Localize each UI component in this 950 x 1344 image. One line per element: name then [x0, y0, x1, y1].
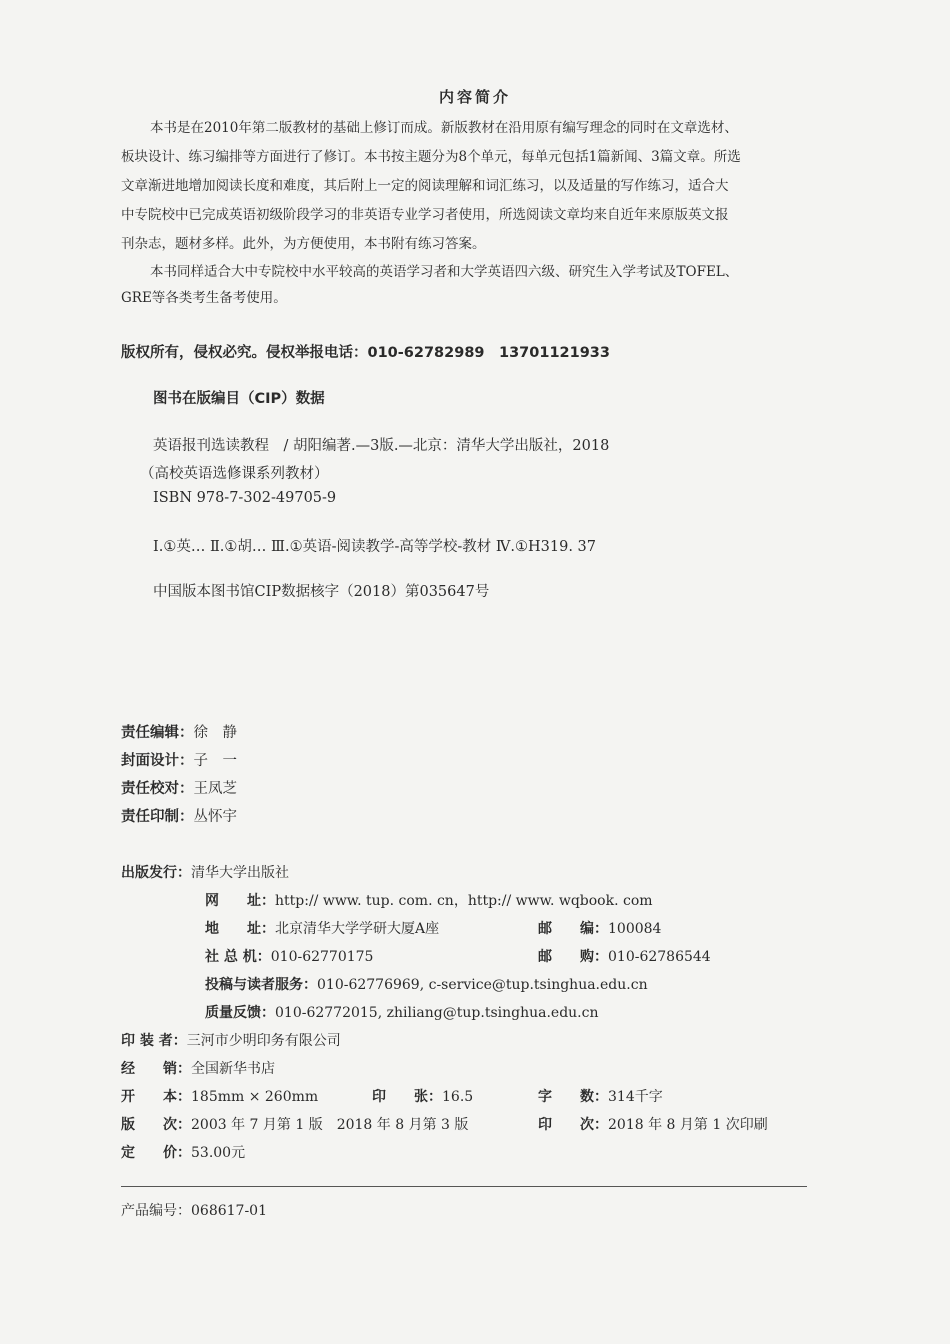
- format-label: 开 本：: [121, 1089, 191, 1105]
- divider-line: [121, 1186, 807, 1187]
- format-row: [121, 1086, 318, 1106]
- intro-line-5: 刊杂志，题材多样。此外，为方便使用，本书附有练习答案。: [121, 236, 486, 252]
- printing-row: [538, 1114, 768, 1134]
- staff-cover-value: 子 一: [193, 753, 237, 769]
- staff-editor-value: 徐 静: [193, 725, 237, 741]
- cip-heading: 图书在版编目（CIP）数据: [153, 391, 325, 407]
- publisher-phone-label: 社 总 机：: [205, 949, 271, 965]
- publisher-phone-row: [205, 946, 373, 966]
- staff-proofreader: [121, 777, 237, 798]
- cip-line-1: 英语报刊选读教程 / 胡阳编著.—3版.—北京：清华大学出版社，2018: [153, 438, 610, 454]
- publisher-address-label: 地 址：: [205, 921, 275, 937]
- words-label: 字 数：: [538, 1089, 608, 1105]
- cip-line-3: ISBN 978-7-302-49705-9: [153, 490, 337, 506]
- intro-line-4: 中专院校中已完成英语初级阶段学习的非英语专业学习者使用，所选阅读文章均来自近年来原版英文报: [121, 207, 729, 223]
- publisher-mailorder-value: 010-62786544: [608, 949, 711, 965]
- publisher-row: [121, 862, 289, 882]
- edition-row: [121, 1114, 468, 1134]
- cip-line-2: （高校英语选修课系列教材）: [140, 466, 329, 482]
- distributor-label: 经 销：: [121, 1061, 191, 1077]
- publisher-web-value: http:// www. tup. com. cn，http:// www. wqbook. com: [275, 893, 653, 909]
- format-value: 185mm × 260mm: [191, 1089, 319, 1105]
- staff-proofreader-label: 责任校对：: [121, 781, 194, 797]
- staff-editor-label: 责任编辑：: [121, 725, 194, 741]
- intro-line-1: 本书是在2010年第二版教材的基础上修订而成。新版教材在沿用原有编写理念的同时在文章选材、: [150, 120, 738, 136]
- cip-line-5: 中国版本图书馆CIP数据核字（2018）第035647号: [153, 584, 490, 600]
- publisher-quality-row: [205, 1002, 598, 1022]
- sheets-value: 16.5: [442, 1089, 474, 1105]
- price-label: 定 价：: [121, 1145, 191, 1161]
- price-value: 53.00元: [191, 1145, 246, 1161]
- publisher-zip-row: [538, 918, 661, 938]
- printer-row: [121, 1030, 341, 1050]
- intro-line-3: 文章渐进地增加阅读长度和难度，其后附上一定的阅读理解和词汇练习，以及适量的写作练习，适合大: [121, 178, 729, 194]
- publisher-service-value: 010-62776969, c-service@tup.tsinghua.edu.cn: [317, 977, 648, 993]
- publisher-quality-label: 质量反馈：: [205, 1005, 275, 1021]
- printing-value: 2018 年 8 月第 1 次印刷: [608, 1117, 768, 1133]
- printing-label: 印 次：: [538, 1117, 608, 1133]
- publisher-web-label: 网 址：: [205, 893, 275, 909]
- intro-line-6: 本书同样适合大中专院校中水平较高的英语学习者和大学英语四六级、研究生入学考试及TOFEL、: [150, 264, 739, 280]
- publisher-mailorder-row: [538, 946, 711, 966]
- distributor-row: [121, 1058, 275, 1078]
- publisher-quality-value: 010-62772015, zhiliang@tup.tsinghua.edu.cn: [275, 1005, 599, 1021]
- cip-line-4: Ⅰ.①英… Ⅱ.①胡… Ⅲ.①英语-阅读教学-高等学校-教材 Ⅳ.①H319. 37: [153, 539, 596, 555]
- publisher-address-row: [205, 918, 439, 938]
- intro-line-7: GRE等各类考生备考使用。: [121, 290, 287, 306]
- staff-editor: [121, 721, 237, 742]
- sheets-row: [372, 1086, 473, 1106]
- staff-cover: [121, 749, 237, 770]
- publisher-mailorder-label: 邮 购：: [538, 949, 608, 965]
- staff-cover-label: 封面设计：: [121, 753, 194, 769]
- publisher-address-value: 北京清华大学学研大厦A座: [275, 921, 440, 937]
- staff-printing-value: 丛怀宇: [193, 809, 237, 825]
- publisher-web-row: [205, 890, 653, 910]
- staff-proofreader-value: 王凤芝: [193, 781, 237, 797]
- price-row: [121, 1142, 245, 1162]
- copyright-notice: 版权所有，侵权必究。侵权举报电话：010-62782989 13701121933: [121, 345, 610, 361]
- intro-line-2: 板块设计、练习编排等方面进行了修订。本书按主题分为8个单元，每单元包括1篇新闻、3篇文章。所选: [121, 149, 741, 165]
- edition-label: 版 次：: [121, 1117, 191, 1133]
- words-row: [538, 1086, 663, 1106]
- printer-value: 三河市少明印务有限公司: [186, 1033, 341, 1049]
- product-code: 产品编号：068617-01: [121, 1203, 267, 1219]
- words-value: 314千字: [608, 1089, 663, 1105]
- publisher-phone-value: 010-62770175: [270, 949, 374, 965]
- publisher-value: 清华大学出版社: [191, 865, 289, 881]
- publisher-service-label: 投稿与读者服务：: [205, 977, 317, 993]
- intro-title: 内容简介: [438, 88, 511, 106]
- staff-printing-label: 责任印制：: [121, 809, 194, 825]
- publisher-label: 出版发行：: [121, 865, 191, 881]
- sheets-label: 印 张：: [372, 1089, 442, 1105]
- publisher-service-row: [205, 974, 648, 994]
- printer-label: 印 装 者：: [121, 1033, 187, 1049]
- publisher-zip-value: 100084: [608, 921, 662, 937]
- publisher-zip-label: 邮 编：: [538, 921, 608, 937]
- staff-printing: [121, 805, 237, 826]
- edition-value: 2003 年 7 月第 1 版 2018 年 8 月第 3 版: [191, 1117, 469, 1133]
- distributor-value: 全国新华书店: [191, 1061, 275, 1077]
